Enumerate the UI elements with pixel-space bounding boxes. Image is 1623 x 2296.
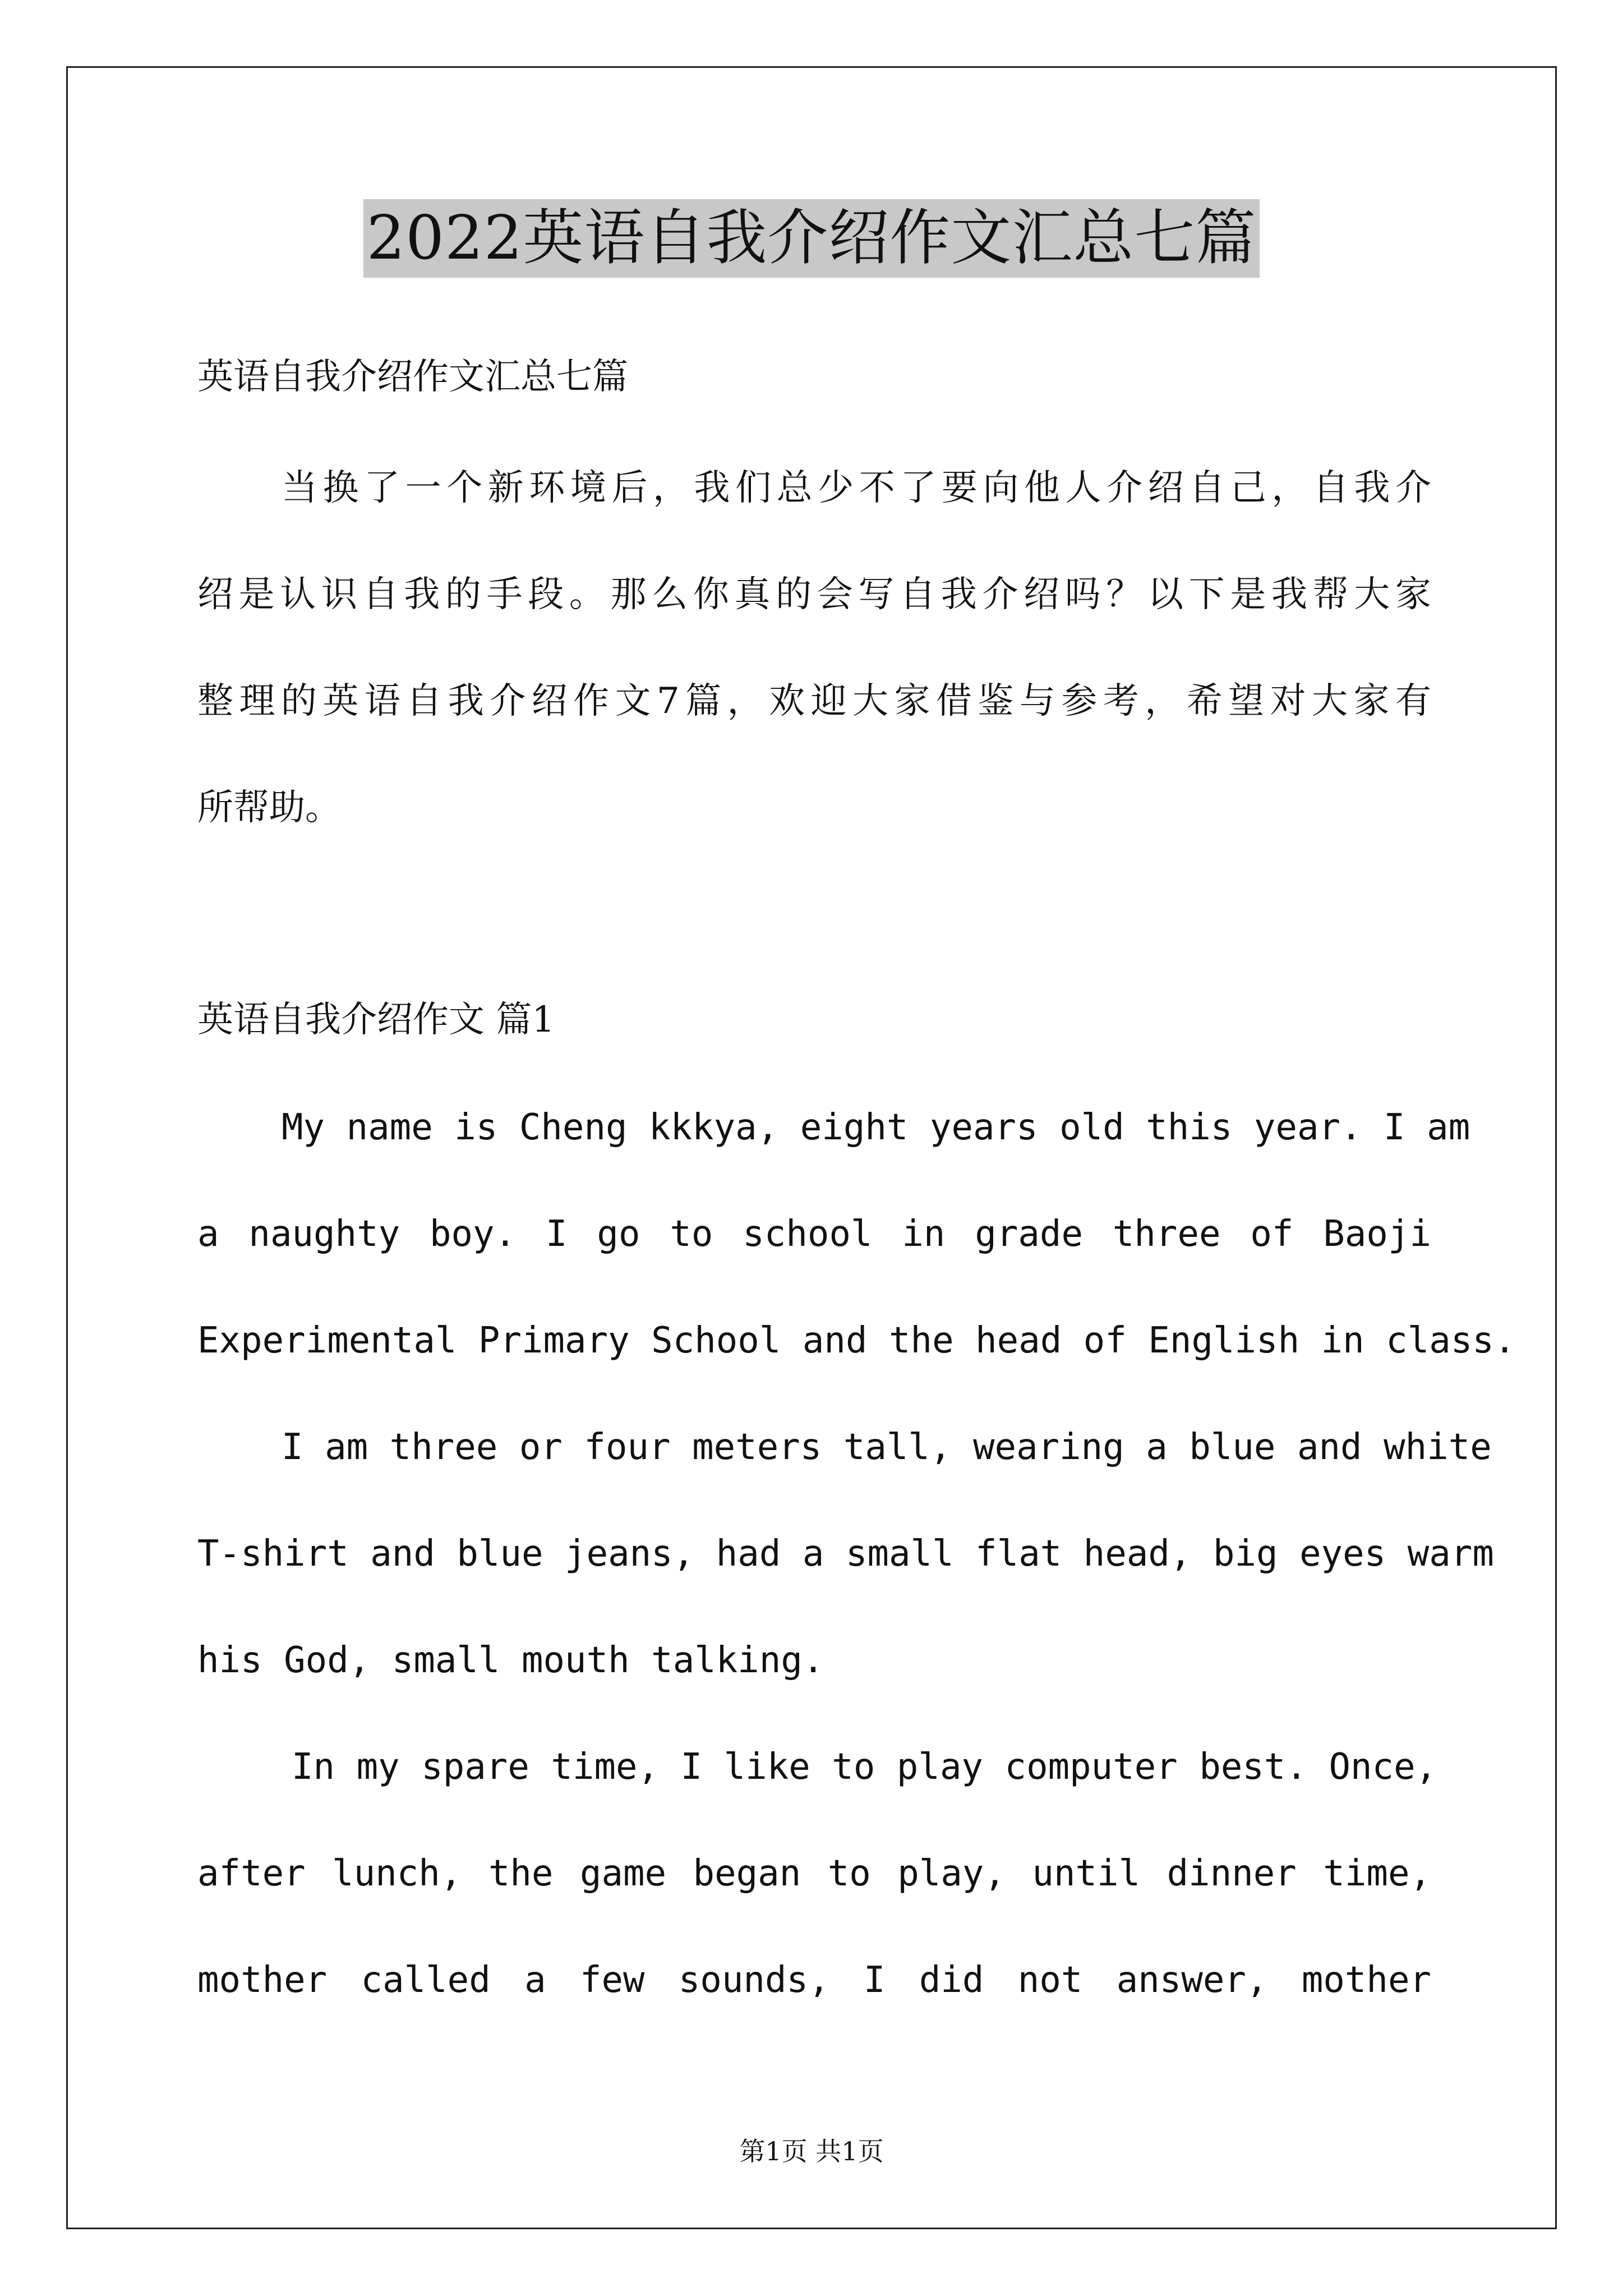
body-line: I am three or four meters tall, wearing a blue and white (282, 1427, 1492, 1468)
body-line: a naughty boy. I go to school in grade three of Baoji (197, 1213, 1431, 1255)
intro-line: 当换了一个新环境后，我们总少不了要向他人介绍自己，自我介 (282, 467, 1431, 509)
intro-line: 绍是认识自我的手段。那么你真的会写自我介绍吗？以下是我帮大家 (197, 574, 1431, 615)
body-line: mother called a few sounds, I did not answer, mother (197, 1959, 1431, 2001)
intro-line: 所帮助。 (197, 787, 341, 829)
body-line: T-shirt and blue jeans, had a small flat head, big eyes warm (197, 1533, 1494, 1575)
page-footer: 第1页 共1页 (739, 2136, 884, 2166)
section-heading: 英语自我介绍作文 篇1 (197, 999, 555, 1041)
body-line: In my spare time, I like to play computer best. Once, (292, 1746, 1437, 1788)
document-subtitle: 英语自我介绍作文汇总七篇 (197, 356, 628, 398)
body-line: Experimental Primary School and the head of English in class. (197, 1320, 1516, 1361)
body-line: My name is Cheng kkkya, eight years old this year. I am (282, 1107, 1470, 1148)
title-container (0, 199, 1623, 278)
body-line: after lunch, the game began to play, until dinner time, (197, 1853, 1431, 1894)
document-title: 2022英语自我介绍作文汇总七篇 (363, 199, 1260, 278)
intro-line: 整理的英语自我介绍作文7篇，欢迎大家借鉴与参考，希望对大家有 (197, 680, 1431, 722)
body-line: his God, small mouth talking. (197, 1640, 824, 1681)
